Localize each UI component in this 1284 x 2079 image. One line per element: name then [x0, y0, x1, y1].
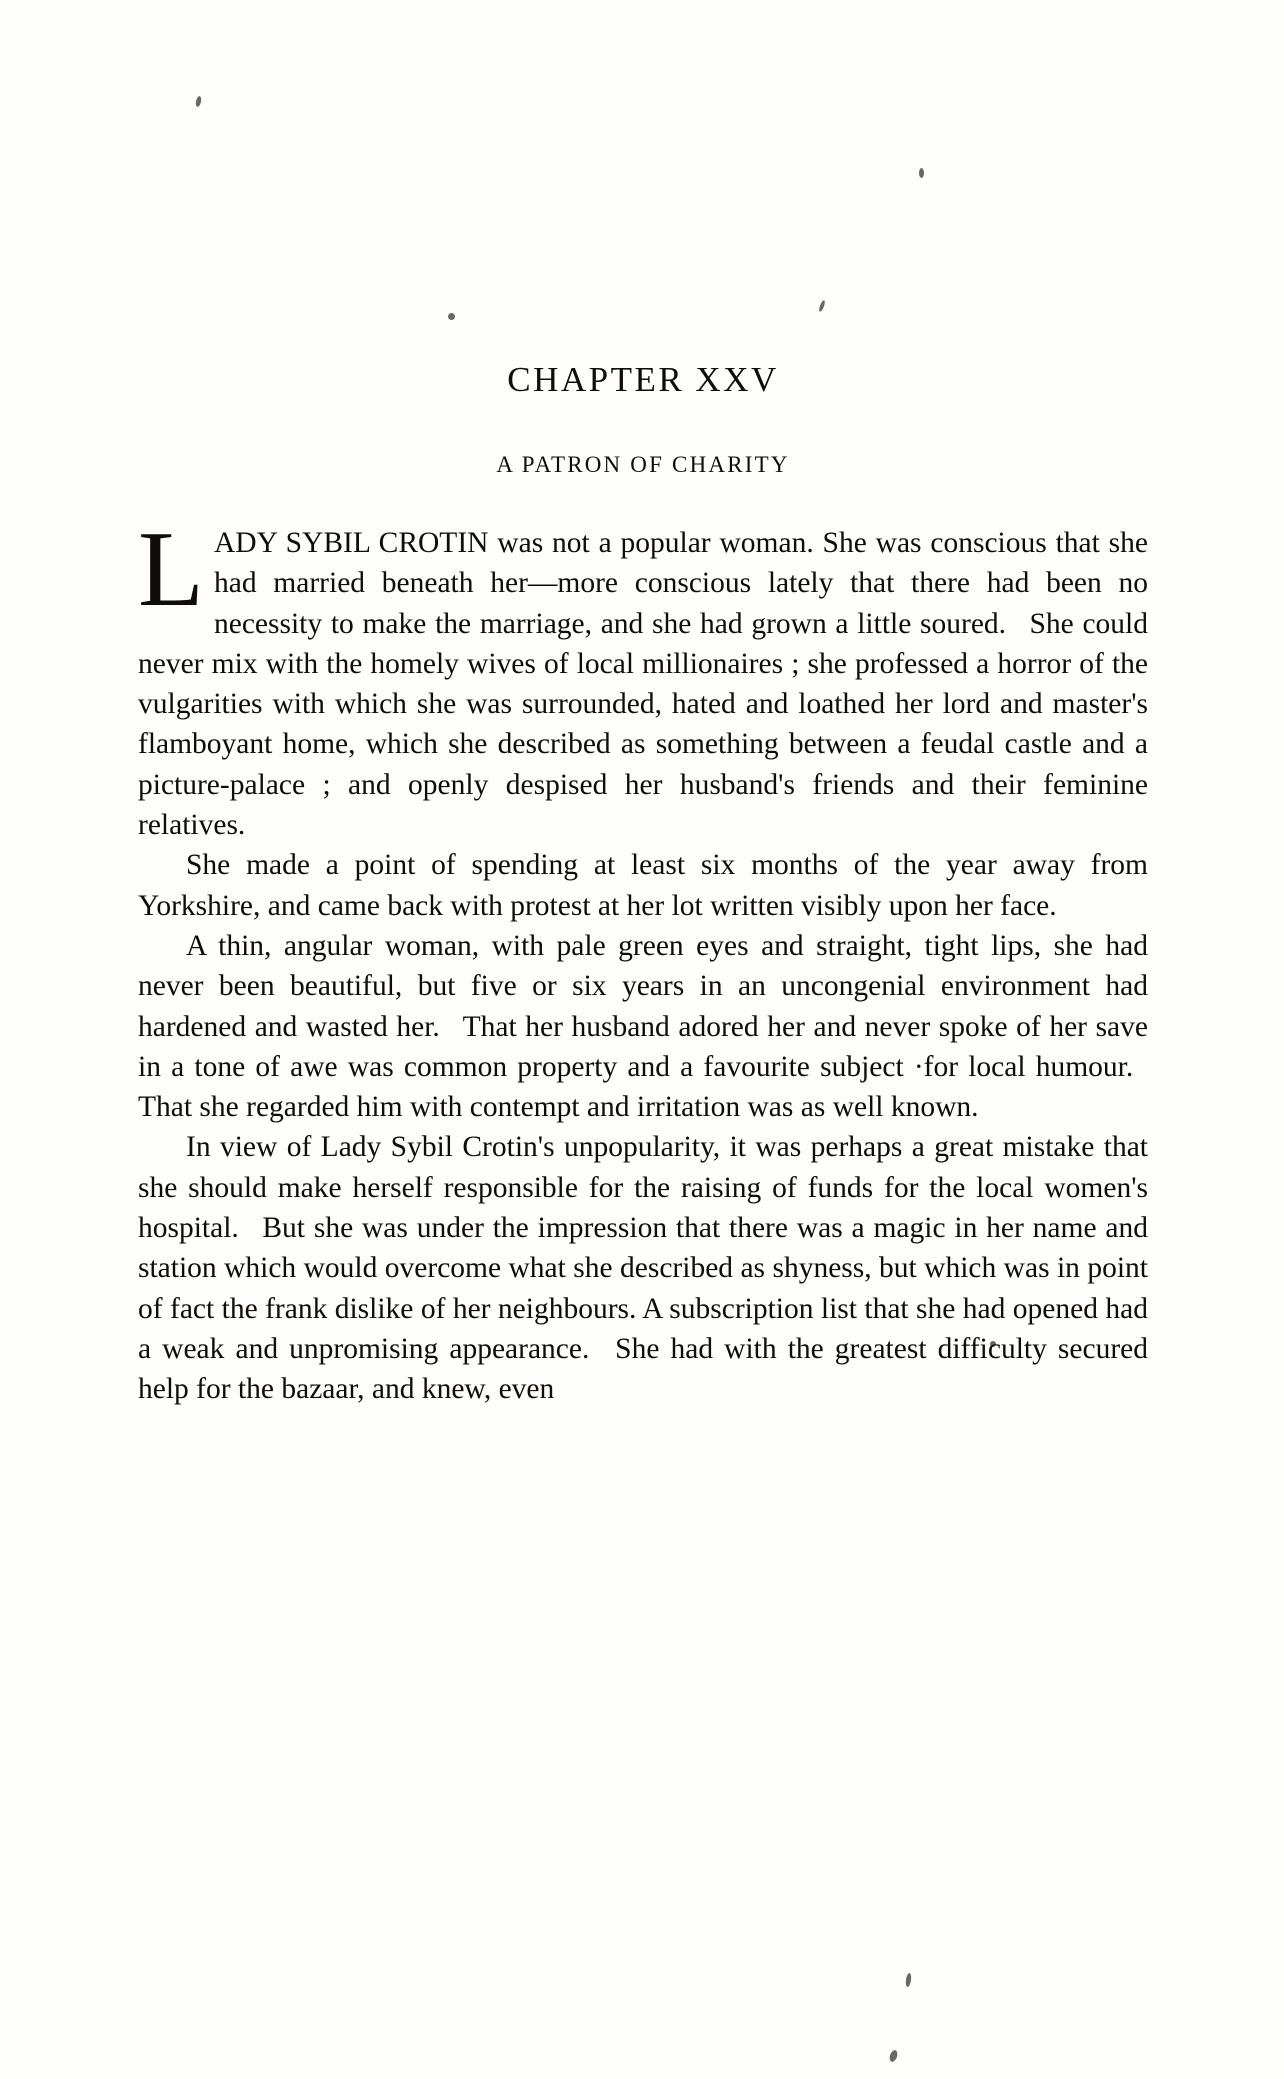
dust-speck-icon: [905, 1973, 912, 1988]
paragraph-text: ADY SYBIL CROTIN was not a popular woman. She was conscious that she had married beneath her—more conscious lately that there had been no necessity to make the marriage, and she had grown a little soured. She could never mix with the homely wives of local millionaires ; she professed a horror of the vulgarities with which she was surrounded, hated and loathed her lord and master's flamboyant home, which she described as something between a feudal castle and a picture-palace ; and openly despised her husband's friends and their feminine relatives.: [138, 527, 1148, 842]
chapter-heading: CHAPTER XXV: [507, 360, 779, 399]
dust-speck-icon: [448, 313, 455, 320]
paragraph-text: In view of Lady Sybil Crotin's unpopularity, it was perhaps a great mistake that she should make herself responsible for the raising of funds for the local women's hospital. But she was under the impression that there was a magic in her name and station which would overcome what she described as shyness, but which was in point of fact the frank dislike of her neighbours. A subscription list that she had opened had a weak and unpromising appearance. She had with the greatest difficulty secured help for the bazaar, and knew, even: [138, 1131, 1148, 1406]
text-column: [138, 360, 1148, 1410]
body-text: [138, 510, 1148, 1410]
drop-cap-letter: L: [138, 510, 204, 629]
chapter-subheading: A PATRON OF CHARITY: [496, 452, 790, 477]
paragraph: [138, 1127, 1148, 1409]
paragraph: [138, 510, 1148, 845]
dust-speck-icon: [919, 168, 924, 178]
paragraph-text: A thin, angular woman, with pale green eyes and straight, tight lips, she had never been beautiful, but five or six years in an uncongenial environment had hardened and wasted her. That her husband adored her and never spoke of her save in a tone of awe was common property and a favourite subject ·for local humour. That she regarded him with contempt and irritation was as well known.: [138, 929, 1148, 1124]
dust-speck-icon: [195, 96, 202, 108]
paragraph-text: She made a point of spending at least six months of the year away from Yorkshire, and came back with protest at her lot written visibly upon her face.: [138, 849, 1148, 922]
paragraph: [138, 845, 1148, 926]
dust-speck-icon: [818, 300, 826, 313]
paragraph: [138, 926, 1148, 1127]
dust-speck-icon: [888, 2049, 898, 2063]
